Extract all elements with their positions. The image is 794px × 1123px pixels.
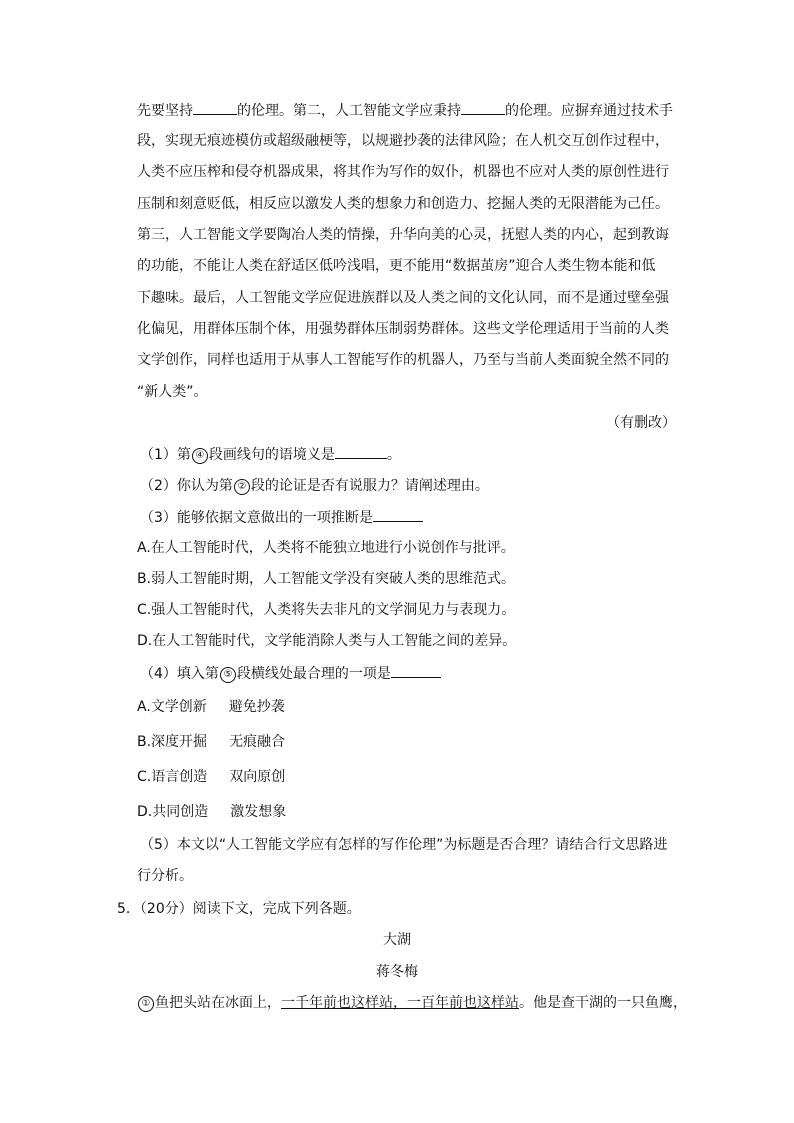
answer-blank xyxy=(461,100,505,115)
passage-line-10: “新人类”。 xyxy=(137,384,208,400)
paragraph-number-circle: ② xyxy=(234,479,250,495)
question-4-option-d: D.共同创造 激发想象 xyxy=(137,804,287,820)
paragraph-number-circle: ① xyxy=(138,996,154,1012)
passage-line-5: 第三，人工智能文学要陶冶人类的情操，升华向美的心灵，抚慰人类的内心，起到教诲 xyxy=(137,227,669,243)
passage-line-2: 段，实现无痕迹模仿或超级融梗等，以规避抄袭的法律风险；在人机交互创作过程中， xyxy=(137,133,669,149)
passage-line-3: 人类不应压榨和侵夺机器成果，将其作为写作的奴仆，机器也不应对人类的原创性进行 xyxy=(137,164,669,180)
passage-line-9: 文学创作，同样也适用于从事人工智能写作的机器人，乃至与当前人类面貌全然不同的 xyxy=(137,352,669,368)
question-5-line-2: 行分析。 xyxy=(137,868,193,884)
essay-author: 蒋冬梅 xyxy=(376,964,418,980)
essay-title: 大湖 xyxy=(383,932,411,948)
source-note: （有删改） xyxy=(606,415,676,431)
question-5-line-1: （5）本文以“人工智能文学应有怎样的写作伦理”为标题是否合理？请结合行文思路进 xyxy=(140,837,668,853)
question-3-option-b: B.弱人工智能时期，人工智能文学没有突破人类的思维范式。 xyxy=(137,571,516,587)
question-2: （2）你认为第 ② 段的论证是否有说服力？请阐述理由。 xyxy=(140,478,489,494)
paragraph-number-circle: ⑤ xyxy=(220,667,236,683)
passage-line-4: 压制和刻意贬低，相反应以激发人类的想象力和创造力、挖掘人类的无限潜能为己任。 xyxy=(137,196,669,212)
underlined-sentence: 一千年前也这样站，一百年前也这样站 xyxy=(281,995,519,1011)
paragraph-number-circle: ④ xyxy=(192,448,208,464)
question-3: （3）能够依据文意做出的一项推断是 xyxy=(140,507,680,528)
question-3-option-a: A.在人工智能时代，人类将不能独立地进行小说创作与批评。 xyxy=(137,540,515,556)
question-4-option-a: A.文学创新 避免抄袭 xyxy=(137,699,285,715)
section-5-header: 5．（20分）阅读下文，完成下列各题。 xyxy=(117,901,361,917)
passage-line-8: 化偏见，用群体压制个体，用强势群体压制弱势群体。这些文学伦理适用于当前的人类 xyxy=(137,321,669,337)
answer-blank xyxy=(193,100,237,115)
question-3-option-d: D.在人工智能时代，文学能消除人类与人工智能之间的差异。 xyxy=(137,633,517,649)
question-4-option-b: B.深度开掘 无痕融合 xyxy=(137,734,286,750)
question-1: （1）第 ④ 段画线句的语境义是 。 xyxy=(140,444,680,465)
answer-blank xyxy=(391,663,441,678)
answer-blank xyxy=(335,444,387,459)
question-4: （4）填入第 ⑤ 段横线处最合理的一项是 xyxy=(140,663,680,684)
answer-blank xyxy=(373,507,423,522)
passage-line-6: 的功能，不能让人类在舒适区低吟浅唱，更不能用“数据茧房”迎合人类生物本能和低 xyxy=(137,258,656,274)
question-4-option-c: C.语言创造 双向原创 xyxy=(137,769,286,785)
essay-first-line: ① 鱼把头站在冰面上，一千年前也这样站，一百年前也这样站。他是查干湖的一只鱼鹰， xyxy=(137,993,677,1013)
question-3-option-c: C.强人工智能时代，人类将失去非凡的文学洞见力与表现力。 xyxy=(137,602,516,618)
passage-line-7: 下趣味。最后，人工智能文学应促进族群以及人类之间的文化认同，而不是通过壁垒强 xyxy=(137,290,669,306)
passage-line-1: 先要坚持 的伦理。第二，人工智能文学应秉持 的伦理。应摒弃通过技术手 xyxy=(137,100,677,121)
